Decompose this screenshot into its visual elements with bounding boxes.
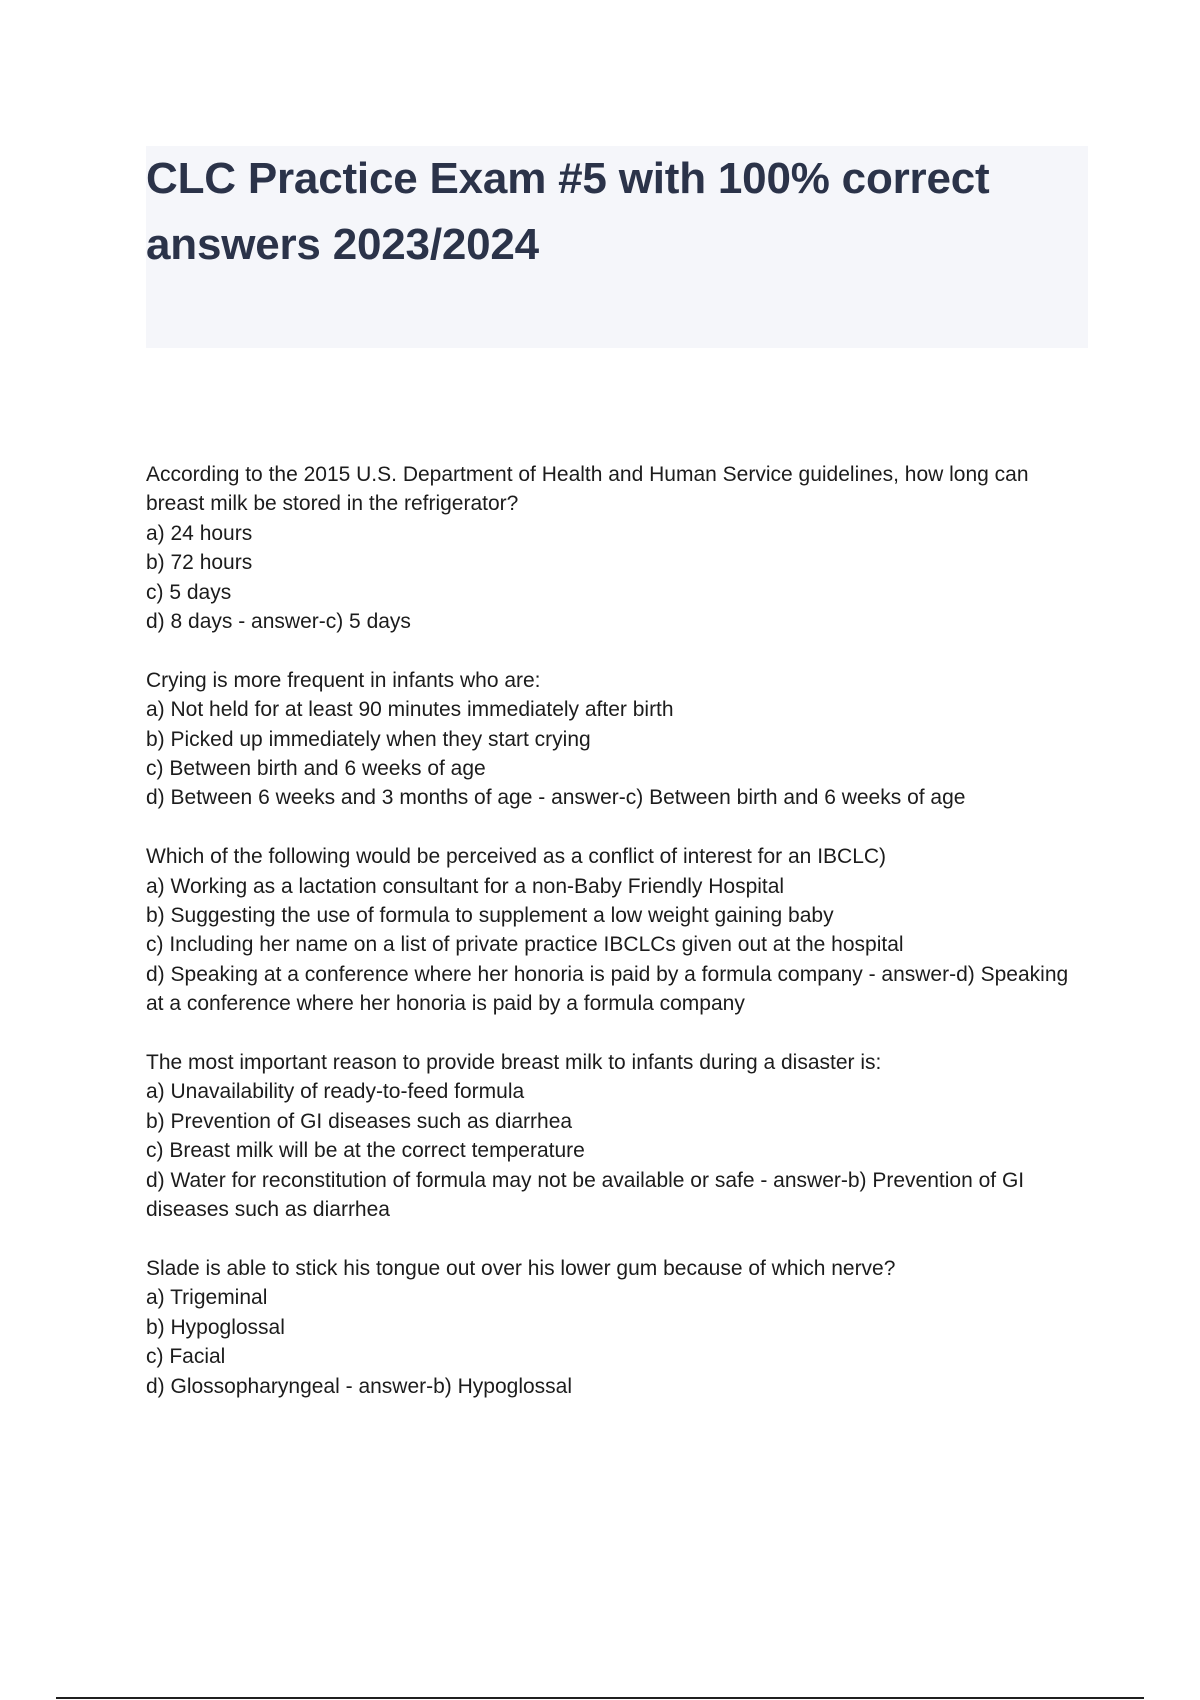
question-list: [146, 460, 1088, 1430]
option-d-with-answer: d) Glossopharyngeal - answer-b) Hypoglossal: [146, 1374, 573, 1398]
question-text: Slade is able to stick his tongue out over his lower gum because of which nerve?: [146, 1256, 896, 1280]
option-a: a) 24 hours: [146, 521, 253, 545]
option-c: c) Facial: [146, 1345, 226, 1369]
option-b: b) Prevention of GI diseases such as diarrhea: [146, 1109, 573, 1133]
option-b: b) Hypoglossal: [146, 1315, 285, 1339]
option-c: c) Including her name on a list of private practice IBCLCs given out at the hospital: [146, 933, 904, 957]
question-block-4: [146, 1048, 1088, 1224]
option-d-with-answer: d) 8 days - answer-c) 5 days: [146, 610, 411, 634]
option-b: b) 72 hours: [146, 551, 253, 575]
option-b: b) Picked up immediately when they start crying: [146, 727, 591, 751]
title-banner: [146, 146, 1088, 348]
question-text: According to the 2015 U.S. Department of Health and Human Service guidelines, how long can breast milk be stored in the refrigerator?: [146, 463, 1029, 516]
footer-divider: [56, 1697, 1144, 1699]
option-a: a) Working as a lactation consultant for a non-Baby Friendly Hospital: [146, 874, 785, 898]
option-b: b) Suggesting the use of formula to supplement a low weight gaining baby: [146, 904, 834, 928]
question-block-1: [146, 460, 1088, 636]
question-block-2: [146, 666, 1088, 813]
document-title: CLC Practice Exam #5 with 100% correct answers 2023/2024: [146, 154, 990, 269]
option-d-with-answer: d) Speaking at a conference where her honoria is paid by a formula company - answer-d) Speaking at a conference where her honoria is paid by a formula company: [146, 962, 1069, 1016]
question-block-3: [146, 842, 1088, 1018]
option-c: c) Breast milk will be at the correct temperature: [146, 1139, 585, 1163]
option-a: a) Trigeminal: [146, 1286, 268, 1310]
question-text: Crying is more frequent in infants who are:: [146, 668, 541, 692]
question-text: Which of the following would be perceived as a conflict of interest for an IBCLC): [146, 845, 887, 869]
option-c: c) 5 days: [146, 580, 232, 604]
option-a: a) Not held for at least 90 minutes immediately after birth: [146, 698, 674, 722]
question-text: The most important reason to provide breast milk to infants during a disaster is:: [146, 1051, 882, 1075]
option-c: c) Between birth and 6 weeks of age: [146, 757, 486, 781]
option-a: a) Unavailability of ready-to-feed formula: [146, 1080, 525, 1104]
option-d-with-answer: d) Water for reconstitution of formula may not be available or safe - answer-b) Prevention of GI diseases such as diarrhea: [146, 1168, 1025, 1222]
option-d-with-answer: d) Between 6 weeks and 3 months of age - answer-c) Between birth and 6 weeks of age: [146, 786, 966, 810]
question-block-5: [146, 1254, 1088, 1401]
